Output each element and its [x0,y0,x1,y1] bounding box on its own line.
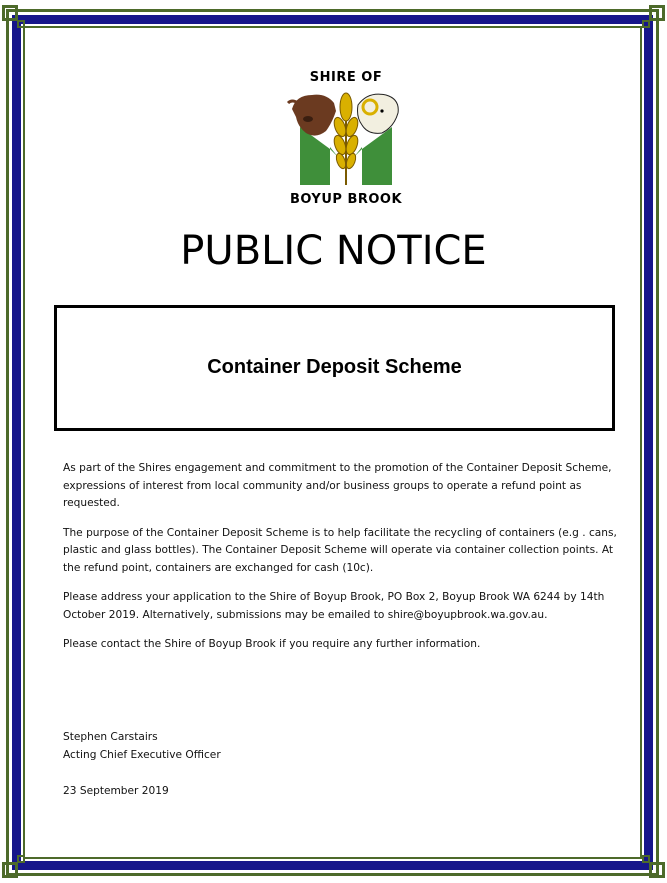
notice-body [63,460,633,666]
border-corner-ornament [2,862,18,878]
signatory-name: Stephen Carstairs [63,731,158,743]
notice-date: 23 September 2019 [63,785,169,797]
shire-logo [282,70,410,210]
notice-headline: Container Deposit Scheme [207,356,462,378]
border-corner-ornament [642,855,650,863]
border-corner-ornament [642,20,650,28]
paragraph: As part of the Shires engagement and commitment to the promotion of the Container Deposit Scheme, expressions of interest from local community and/or business groups to operate a refund point as requested. [63,462,612,509]
signatory-position: Acting Chief Executive Officer [63,749,221,761]
signature-block [63,728,463,764]
border-corner-ornament [17,855,25,863]
paragraph: The purpose of the Container Deposit Scheme is to help facilitate the recycling of containers (e.g . cans, plastic and glass bottles). The Container Deposit Scheme will operate via container collection points. At the refund point, containers are exchanged for cash (10c). [63,526,617,574]
border-corner-ornament [17,20,25,28]
border-corner-ornament [2,5,18,21]
border-corner-ornament [649,862,665,878]
page-title: PUBLIC NOTICE [180,228,487,274]
headline-box [54,305,615,431]
border-corner-ornament [649,5,665,21]
logo-top-text: SHIRE OF [309,70,383,85]
paragraph: Please address your application to the Shire of Boyup Brook, PO Box 2, Boyup Brook WA 6244 by 14th October 2019. Alternatively, submissions may be emailed to shire@boyupbrook.wa.gov.au. [63,591,605,621]
paragraph: Please contact the Shire of Boyup Brook if you require any further information. [63,638,481,650]
logo-bottom-text: BOYUP BROOK [289,192,403,207]
shire-emblem-icon [286,87,406,191]
